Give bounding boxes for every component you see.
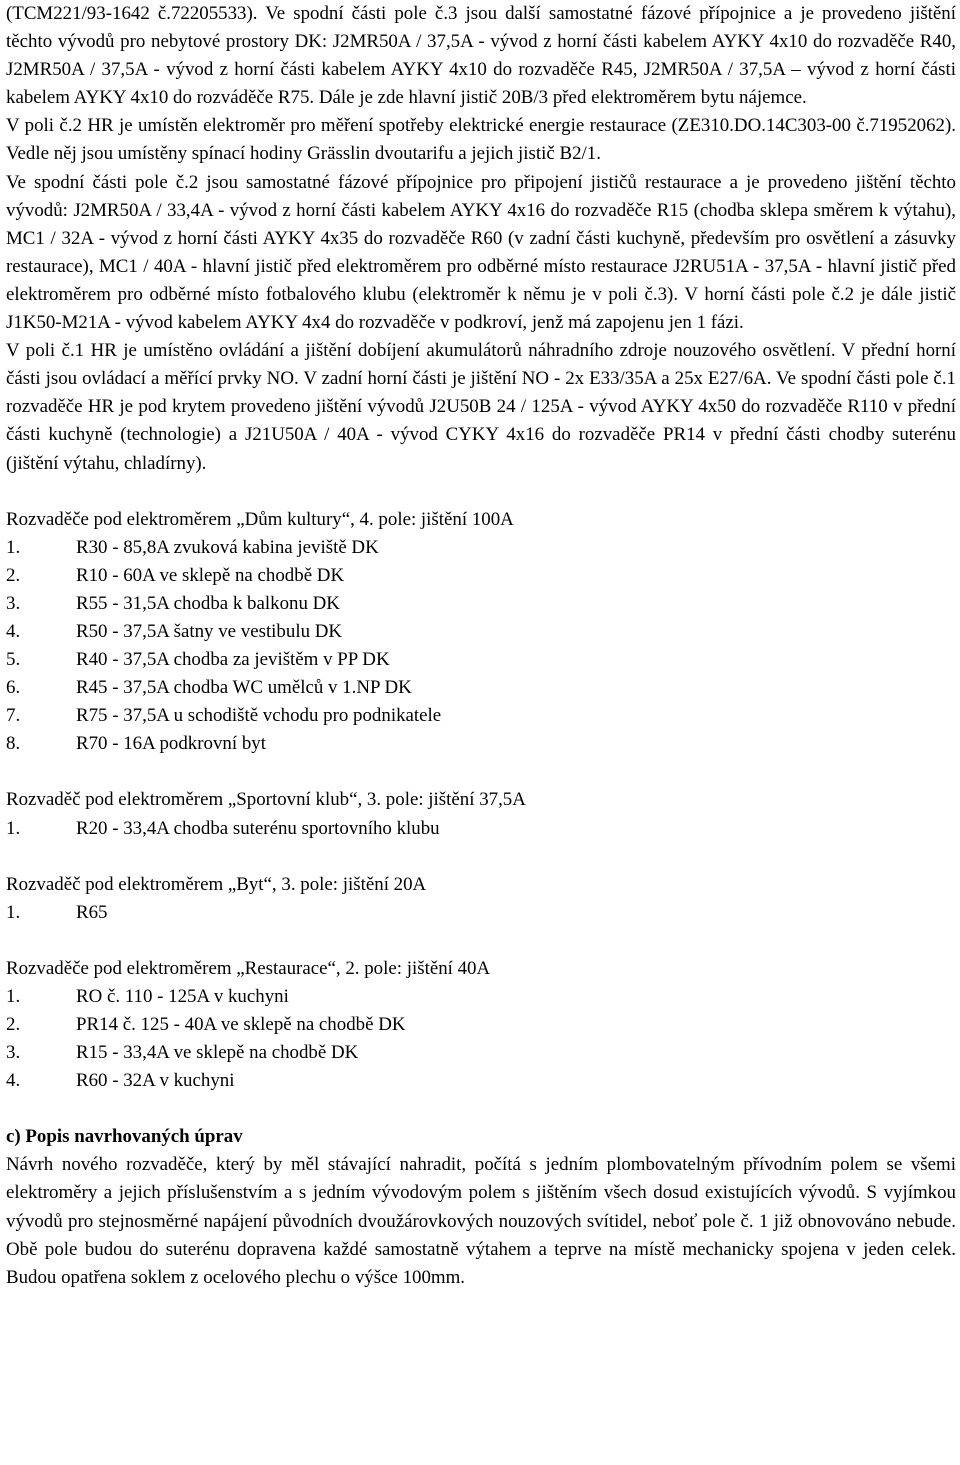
item-number: 1. — [6, 901, 21, 923]
list-item — [6, 534, 960, 562]
paragraph-panel1: V poli č.1 HR je umístěno ovládání a jištění dobíjení akumulátorů náhradního zdroje nouzového osvětlení. V přední horní části jsou ovládací a měřící prvky NO. V zadní horní části je jištění NO - 2x E33/35A a 25x E27/6A. Ve spodní části pole č.1 rozvaděče HR je pod krytem provedeno jištění vývodů J2U50B 24 / 125A - vývod AYKY 4x50 do rozvaděče R110 v přední části kuchyně (technologie) a J21U50A / 40A - vývod CYKY 4x16 do rozvaděče PR14 v přední části chodby suterénu (jištění výtahu, chladírny). — [6, 340, 956, 474]
group-list — [6, 534, 960, 759]
group-title: Rozvaděče pod elektroměrem „Dům kultury“, 4. pole: jištění 100A — [6, 508, 514, 530]
item-text: RO č. 110 - 125A v kuchyni — [76, 985, 289, 1007]
paragraph-panel2-meter: V poli č.2 HR je umístěn elektroměr pro měření spotřeby elektrické energie restaurace (ZE310.DO.14C303-00 č.71952062). Vedle něj jsou umístěny spínací hodiny Grässlin dvoutarifu a jejich jistič B2/1. — [6, 115, 956, 165]
group-byt — [6, 871, 960, 927]
item-number: 3. — [6, 1042, 21, 1064]
paragraph-panel3: (TCM221/93-1642 č.72205533). Ve spodní části pole č.3 jsou další samostatné fázové přípojnice a je provedeno jištění těchto vývodů pro nebytové prostory DK: J2MR50A / 37,5A - vývod z horní části kabelem AYKY 4x10 do rozvaděče R40, J2MR50A / 37,5A - vývod z horní části kabelem AYKY 4x10 do rozvaděče R45, J2MR50A / 37,5A – vývod z horní části kabelem AYKY 4x10 do rozváděče R75. Dále je zde hlavní jistič 20B/3 před elektroměrem bytu nájemce. — [6, 3, 956, 109]
item-text: R55 - 31,5A chodba k balkonu DK — [76, 592, 340, 614]
item-text: R45 - 37,5A chodba WC umělců v 1.NP DK — [76, 677, 412, 699]
list-item — [6, 646, 960, 674]
item-text: R75 - 37,5A u schodiště vchodu pro podnikatele — [76, 705, 442, 727]
list-item — [6, 983, 960, 1011]
list-item — [6, 1067, 960, 1095]
spacer — [6, 927, 960, 955]
group-list — [6, 983, 960, 1095]
item-number: 4. — [6, 1070, 21, 1092]
spacer — [6, 1095, 960, 1123]
item-text: R20 - 33,4A chodba suterénu sportovního klubu — [76, 817, 440, 839]
group-dum-kultury — [6, 506, 960, 759]
item-number: 2. — [6, 1014, 21, 1035]
item-text: R30 - 85,8A zvuková kabina jeviště DK — [76, 536, 379, 558]
group-sportovni-klub — [6, 786, 960, 842]
list-item — [6, 562, 960, 590]
item-text: R70 - 16A podkrovní byt — [76, 733, 266, 755]
group-title: Rozvaděče pod elektroměrem „Restaurace“, 2. pole: jištění 40A — [6, 957, 491, 979]
group-restaurace — [6, 955, 960, 1095]
item-number: 2. — [6, 564, 21, 586]
list-item — [6, 702, 960, 730]
spacer — [6, 843, 960, 871]
list-item — [6, 899, 960, 927]
item-text: PR14 č. 125 - 40A ve sklepě na chodbě DK — [76, 1014, 406, 1035]
item-text: R40 - 37,5A chodba za jevištěm v PP DK — [76, 649, 390, 671]
item-number: 1. — [6, 536, 21, 558]
spacer — [6, 478, 960, 506]
item-text: R65 — [76, 901, 108, 923]
item-number: 8. — [6, 733, 21, 755]
item-text: R60 - 32A v kuchyni — [76, 1070, 235, 1092]
group-list — [6, 815, 960, 843]
item-number: 3. — [6, 592, 21, 614]
item-number: 5. — [6, 649, 21, 671]
list-item — [6, 1011, 960, 1039]
item-number: 6. — [6, 677, 21, 699]
section-c — [6, 1123, 960, 1292]
paragraph-panel2-outputs: Ve spodní části pole č.2 jsou samostatné fázové přípojnice pro připojení jističů restaurace a je provedeno jištění těchto vývodů: J2MR50A / 33,4A - vývod z horní části kabelem AYKY 4x16 do rozvaděče R15 (chodba sklepa směrem k výtahu), MC1 / 32A - vývod z horní části AYKY 4x35 do rozvaděče R60 (v zadní části kuchyně, především pro osvětlení a zásuvky restaurace), MC1 / 40A - hlavní jistič před elektroměrem pro odběrné místo restaurace J2RU51A - 37,5A - hlavní jistič před elektroměrem pro odběrné místo fotbalového klubu (elektroměr k němu je v poli č.3). V horní části pole č.2 je dále jistič J1K50-M21A - vývod kabelem AYKY 4x4 do rozvaděče v podkroví, jenž má zapojenu jen 1 fázi. — [6, 171, 956, 334]
list-item — [6, 590, 960, 618]
section-text: Návrh nového rozvaděče, který by měl stávající nahradit, počítá s jedním plombovatelným přívodním polem se všemi elektroměry a jejich příslušenstvím a s jedním vývodovým polem s jištěním všech dosud existujících vývodů. S vyjímkou vývodů pro stejnosměrné napájení původních dvoužárovkových nouzových svítidel, neboť pole č. 1 již obnovováno nebude. Obě pole budou do suterénu dopravena každé samostatně výtahem a teprve na místě mechanicky spojena v jeden celek. Budou opatřena soklem z ocelového plechu o výšce 100mm. — [6, 1154, 956, 1288]
list-item — [6, 730, 960, 758]
group-list — [6, 899, 960, 927]
list-item — [6, 618, 960, 646]
item-text: R10 - 60A ve sklepě na chodbě DK — [76, 564, 345, 586]
list-item — [6, 674, 960, 702]
item-number: 1. — [6, 817, 21, 839]
item-number: 7. — [6, 705, 21, 727]
spacer — [6, 758, 960, 786]
item-text: R15 - 33,4A ve sklepě na chodbě DK — [76, 1042, 359, 1064]
group-title: Rozvaděč pod elektroměrem „Sportovní klub“, 3. pole: jištění 37,5A — [6, 789, 526, 811]
list-item — [6, 815, 960, 843]
item-number: 1. — [6, 985, 21, 1007]
group-title: Rozvaděč pod elektroměrem „Byt“, 3. pole: jištění 20A — [6, 873, 427, 895]
item-number: 4. — [6, 620, 21, 642]
list-item — [6, 1039, 960, 1067]
item-text: R50 - 37,5A šatny ve vestibulu DK — [76, 620, 343, 642]
section-heading: c) Popis navrhovaných úprav — [6, 1126, 243, 1148]
